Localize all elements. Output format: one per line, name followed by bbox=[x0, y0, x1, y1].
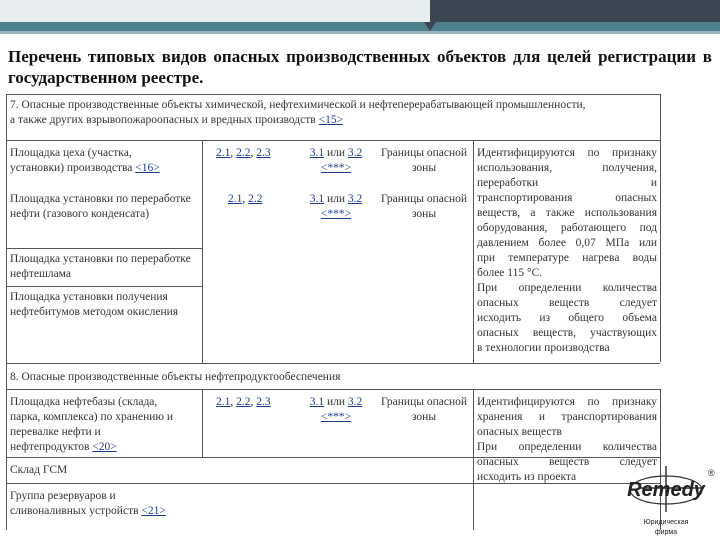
table-row-divider bbox=[6, 286, 202, 287]
top-banner-notch bbox=[424, 22, 436, 31]
hazard-codes-cell bbox=[216, 395, 296, 410]
hazard-code-link[interactable]: 2.2 bbox=[248, 193, 263, 205]
hazard-class-link[interactable]: 3.1 bbox=[309, 193, 325, 205]
hazard-class-link[interactable]: 3.2 bbox=[347, 147, 363, 159]
hazard-code-link[interactable]: 2.3 bbox=[256, 147, 271, 159]
separator: , bbox=[250, 396, 257, 408]
hazard-table bbox=[6, 94, 660, 530]
identification-line: оборудования, работающего под bbox=[477, 222, 657, 234]
object-name-cell: Площадка установки по переработке нефти (газового конденсата) bbox=[10, 193, 191, 220]
identification-line: опасных веществ следует bbox=[477, 297, 657, 309]
object-name-text: сливоналивных устройств bbox=[10, 505, 142, 517]
registered-mark: ® bbox=[708, 468, 715, 478]
slide-title: Перечень типовых видов опасных производственных объектов для целей регистрации в государственном реестре. bbox=[8, 47, 712, 87]
separator: , bbox=[250, 147, 257, 159]
separator: , bbox=[230, 396, 237, 408]
identification-line: хранения и транспортирования bbox=[477, 411, 657, 423]
object-name-cell: Площадка установки по переработке нефтешлама bbox=[10, 253, 191, 280]
object-name-line: Площадка цеха (участка, bbox=[10, 147, 132, 159]
identification-line: При определении количества bbox=[477, 441, 657, 453]
top-banner-stripe-light bbox=[0, 31, 720, 34]
boundaries-cell: Границы опасной зоны bbox=[380, 193, 467, 220]
object-name-text: нефтепродуктов bbox=[10, 441, 93, 453]
hazard-class-link[interactable]: 3.2 bbox=[347, 396, 363, 408]
identification-line: опасных веществ, участвующих bbox=[477, 327, 657, 339]
identification-line: Идентифицируются по признаку bbox=[477, 147, 657, 159]
hazard-class-link[interactable]: 3.2 bbox=[347, 193, 363, 205]
hazard-class-link[interactable]: 3.1 bbox=[309, 396, 325, 408]
identification-line: опасных веществ следует bbox=[477, 456, 657, 468]
table-col-divider bbox=[473, 140, 474, 363]
section-7-header bbox=[10, 98, 656, 128]
object-name-cell bbox=[10, 395, 198, 455]
identification-line: опасных веществ bbox=[477, 426, 562, 438]
identification-line: При определении количества bbox=[477, 282, 657, 294]
separator: , bbox=[230, 147, 237, 159]
hazard-class-link[interactable]: 3.1 bbox=[309, 147, 325, 159]
remedy-logo bbox=[608, 466, 716, 538]
table-border-right bbox=[660, 94, 661, 362]
footnote-link[interactable]: <***> bbox=[320, 208, 352, 220]
or-word: или bbox=[326, 147, 346, 159]
boundaries-cell: Границы опасной зоны bbox=[380, 147, 467, 174]
footnote-link[interactable]: <21> bbox=[141, 505, 166, 517]
hazard-code-link[interactable]: 2.2 bbox=[236, 396, 251, 408]
object-name-line bbox=[10, 440, 198, 455]
section-7-header-line2 bbox=[10, 113, 656, 128]
identification-line: давлением более 0,07 МПа или bbox=[477, 237, 657, 249]
top-banner bbox=[0, 0, 720, 22]
hazard-code-link[interactable]: 2.1 bbox=[216, 147, 231, 159]
section-7-header-text: а также других взрывопожароопасных и вредных производств bbox=[10, 114, 319, 126]
identification-line: использования, получения, bbox=[477, 162, 657, 174]
identification-line: транспортирования опасных bbox=[477, 192, 657, 204]
object-name-cell bbox=[10, 489, 198, 519]
object-name-line bbox=[10, 161, 198, 176]
hazard-code-link[interactable]: 2.1 bbox=[228, 193, 243, 205]
object-name-line: перевалке нефти и bbox=[10, 426, 101, 438]
object-name-line bbox=[10, 504, 198, 519]
identification-line: исходить из общего объема bbox=[477, 312, 657, 324]
hazard-code-link[interactable]: 2.1 bbox=[216, 396, 231, 408]
table-col-divider bbox=[202, 140, 203, 363]
footnote-link[interactable]: <15> bbox=[318, 114, 344, 126]
top-banner-dark-block bbox=[430, 0, 720, 22]
separator: , bbox=[242, 193, 249, 205]
or-word: или bbox=[326, 193, 346, 205]
table-row-divider bbox=[6, 389, 660, 390]
logo-brand-text: Remedy bbox=[627, 479, 705, 501]
object-name-cell: Площадка установки получения нефтебитумов методом окисления bbox=[10, 291, 179, 318]
object-name-text: установки) производства bbox=[10, 162, 136, 174]
remedy-logo-graphic bbox=[608, 466, 716, 538]
identification-cell bbox=[477, 146, 657, 356]
section-7-header-line1: 7. Опасные производственные объекты химической, нефтехимической и нефтеперерабатывающей промышленности, bbox=[10, 99, 586, 111]
table-col-divider bbox=[202, 389, 203, 457]
logo-line1: Юридическая bbox=[643, 519, 689, 526]
footnote-link[interactable]: <***> bbox=[320, 411, 352, 423]
identification-line: веществ, а также использования bbox=[477, 207, 657, 219]
object-name-line: Площадка нефтебазы (склада, bbox=[10, 396, 158, 408]
footnote-link[interactable]: <***> bbox=[320, 162, 352, 174]
hazard-class-cell bbox=[296, 395, 376, 425]
identification-line: более 115 °С. bbox=[477, 267, 543, 279]
hazard-code-link[interactable]: 2.2 bbox=[236, 147, 251, 159]
object-name-line: Группа резервуаров и bbox=[10, 490, 116, 502]
top-banner-stripe bbox=[0, 22, 720, 31]
object-name-cell: Склад ГСМ bbox=[10, 464, 68, 476]
hazard-codes-cell bbox=[216, 146, 296, 161]
identification-line: Идентифицируются по признаку bbox=[477, 396, 657, 408]
hazard-class-cell bbox=[296, 192, 376, 222]
section-8-header: 8. Опасные производственные объекты нефтепродуктообеспечения bbox=[10, 371, 341, 383]
table-row-divider bbox=[6, 248, 202, 249]
object-name-cell bbox=[10, 146, 198, 176]
hazard-codes-cell bbox=[228, 192, 298, 207]
boundaries-cell: Границы опасной зоны bbox=[380, 396, 467, 423]
object-name-line: парка, комплекса) по хранению и bbox=[10, 411, 174, 423]
hazard-class-cell bbox=[296, 146, 376, 176]
footnote-link[interactable]: <16> bbox=[135, 162, 160, 174]
table-col-divider bbox=[473, 389, 474, 530]
or-word: или bbox=[326, 396, 346, 408]
table-border-top bbox=[6, 94, 660, 95]
identification-line: в технологии производства bbox=[477, 342, 610, 354]
table-row-divider bbox=[6, 363, 660, 364]
hazard-code-link[interactable]: 2.3 bbox=[256, 396, 271, 408]
identification-line: при температуре нагрева воды bbox=[477, 252, 657, 264]
logo-line2: фирма bbox=[654, 529, 678, 536]
table-row-divider bbox=[6, 140, 660, 141]
identification-line: переработки и bbox=[477, 177, 657, 189]
identification-line: исходить из проекта bbox=[477, 471, 577, 483]
footnote-link[interactable]: <20> bbox=[92, 441, 117, 453]
table-border-left bbox=[6, 94, 7, 530]
